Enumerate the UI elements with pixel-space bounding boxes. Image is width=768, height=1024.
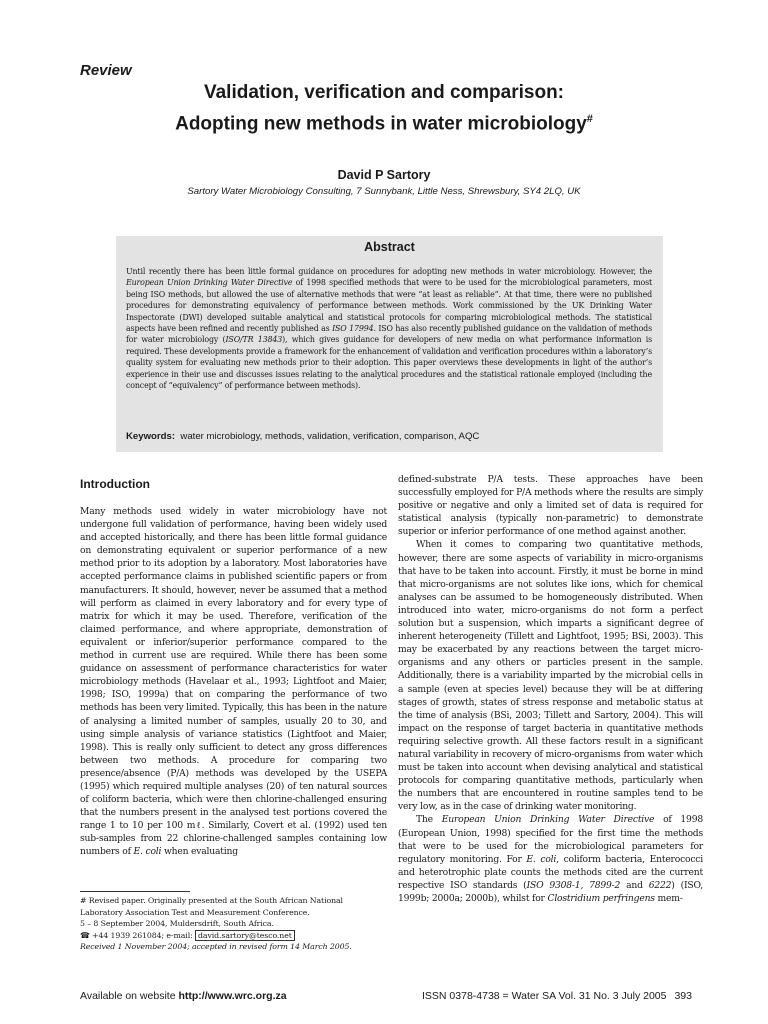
para3-text: , coliform bacteria, Enterococci and heterotrophic plate counts the methods cited are the current respective ISO standards ( [398,853,703,891]
intro-paragraph-1 [80,505,387,859]
para3-text: The [416,814,442,826]
intro-text: Many methods used widely in water microbiology have not undergone full validation of performance, having been widely used and accepted historically, and there has been little formal guidance on demonstrating equivalent or superior performance of a new method prior to its adoption by a laboratory. Most laboratories have accepted performance claims in published scientific papers or from manufacturers. It should, however, never be assumed that a method will perform as claimed in every laboratory and for every type of matrix for which it may be used. Therefore, verification of the claimed performance, and where appropriate, demonstration of equivalent or inferior/superior performance compared to the method in current use are required. While there has been some guidance on assessment of performance characteristics for water microbiology methods (Havelaar et al., 1993; Lightfoot and Maier, 1998; ISO, 1999a) that on comparing the performance of two methods has been very limited. Typically, this has been in the nature of analysing a limited number of samples, usually 20 to 30, and using simple analysis of variance statistics (Lightfoot and Maier, 1998). This is really only sufficient to detect any gross differences between two methods. A procedure for comparing two presence/absence (P/A) methods was developed by the USEPA (1995) which required multiple analyses (20) of ten natural sources of coliform bacteria, which were then chlorine-challenged ensuring that the numbers present in the analysed test portions covered the range 1 to 10 per 100 mℓ. Similarly, Covert et al. (1992) used ten sub-samples from 22 chlorine-challenged samples containing low numbers of [80,506,387,858]
abstract-text [126,266,652,391]
footnote-contact [80,930,387,942]
right-column [398,473,703,905]
footnote-revised: # Revised paper. Originally presented at the South African National Laboratory Association Test and Measurement Conference. [80,896,343,917]
right-paragraph-3 [398,813,703,905]
author-name: David P Sartory [337,168,431,182]
right-paragraph-1: defined-substrate P/A tests. These approaches have been successfully employed for P/A methods where the results are simply positive or negative and only a limited set of data is required for statistical analysis (typically non-parametric) to demonstrate superior or inferior performance of one method against another. [398,474,703,538]
abstract-text-italic: ISO 17994 [332,324,374,334]
footnote [80,895,387,953]
abstract-heading: Abstract [364,240,415,254]
section-label: Review [80,62,132,79]
right-paragraph-2: When it comes to comparing two quantitative methods, however, there are some aspects of variability in micro-organisms that have to be taken into account. Firstly, it must be borne in mind that micro-organisms are not solutes like ions, which for chemical analyses can be assumed to be homogeneously distributed. When introduced into water, micro-organisms do not form a perfect solution but a suspension, which imparts a significant degree of inherent heterogeneity (Tillett and Lightfoot, 1995; BSi, 2003). This may be exacerbated by any reactions between the target micro-organisms and any others or particles present in the sample. Additionally, there is a variability imparted by the microbial cells in a sample (even at species level) because they will be at differing stages of growth, states of stress response and metabolic status at the time of analysis (BSi, 2003; Tillett and Sartory, 2004). This will impact on the response of target bacteria in quantitative methods requiring selective growth. All these factors result in a significant natural variability in recovery of micro-organisms from water which must be taken into account when devising analytical and statistical protocols for comparing quantitative methods, particularly when the numbers that are encountered in routine samples tend to be very low, as in the case of drinking water monitoring. [398,539,703,813]
intro-text: when evaluating [161,846,238,858]
article-title [80,80,688,137]
footnote-conference-date: 5 – 8 September 2004, Muldersdrift, South Africa. [80,919,274,929]
title-footnote-mark: # [586,113,593,125]
footnote-divider [80,891,190,892]
title-line-2-text: Adopting new methods in water microbiology [175,113,587,135]
abstract-text-part: ), which gives guidance for developers of new media on what performance information is required. These developments provide a framework for the enhancement of validation and verification procedures within a laboratory’s quality system for evaluating new methods prior to their adoption. This paper overviews these developments in light of the author’s experience in their use and discusses issues relating to the analytical procedures and the statistical rationale employed (including the concept of “equivalency” of performance between methods). [126,335,652,391]
abstract-text-italic: ISO/TR 13843 [225,335,283,345]
para3-italic: ISO 9308-1, 7899-2 [526,879,621,891]
abstract-box [116,236,663,452]
keywords-list: water microbiology, methods, validation, verification, comparison, AQC [180,431,480,442]
para3-italic: European Union Drinking Water Directive [441,814,655,826]
author-affiliation: Sartory Water Microbiology Consulting, 7 Sunnybank, Little Ness, Shrewsbury, SY4 2LQ, UK [187,186,581,197]
para3-text: ) (ISO, 1999b; 2000a; 2000b), whilst for [398,879,704,904]
para3-text: of 1998 (European Union, 1998) specified for the first time the methods that were to be used for the microbiological parameters for regulatory monitoring. For [398,814,703,865]
para3-text: mem- [654,893,683,904]
abstract-text-part: Until recently there has been little formal guidance on procedures for adopting new methods in water microbiology. However, the [126,267,652,276]
left-column [80,505,387,859]
footer-website [80,990,287,1002]
abstract-text-italic: European Union Drinking Water Directive [126,278,293,288]
footnote-received-text: Received 1 November 2004; accepted in revised form 14 March 2005. [80,942,352,952]
author-email-link[interactable]: david.sartory@tesco.net [195,930,295,941]
footer-citation [422,990,692,1002]
footer-available-text: Available on website [80,990,176,1002]
journal-citation: ISSN 0378-4738 = Water SA Vol. 31 No. 3 July 2005 [422,990,667,1002]
abstract-text-part: of 1998 specified methods that were to be used for the microbiological parameters, most being ISO methods, but allowed the use of alternative methods that were “at least as reliable”. At that time, there were no published procedures for demonstrating equivalency of performance between methods. Work commissioned by the UK Drinking Water Inspectorate (DWI) developed suitable analytical and statistical protocols for comparing microbiological methods. The statistical aspects have been refined and recently published as [126,278,652,334]
para3-text: and [620,879,649,891]
introduction-heading: Introduction [80,477,150,491]
para3-italic: E. coli [526,853,557,865]
keywords-label: Keywords: [126,431,176,442]
title-line-1: Validation, verification and comparison: [203,82,565,103]
title-line-2 [80,106,688,137]
footer-website-link[interactable]: http://www.wrc.org.za [178,990,287,1002]
para3-italic: 6222 [648,879,672,891]
footnote-received [80,941,387,953]
para3-italic: Clostridium perfringens [547,893,655,904]
page-number: 393 [674,990,692,1002]
intro-text-italic: E. coli [133,846,162,858]
abstract-text-part: . ISO has also recently published guidance on the validation of methods for water microbiology ( [126,324,652,345]
footnote-phone: ☎ +44 1939 261084; e-mail: [80,930,193,940]
keywords [126,431,652,442]
